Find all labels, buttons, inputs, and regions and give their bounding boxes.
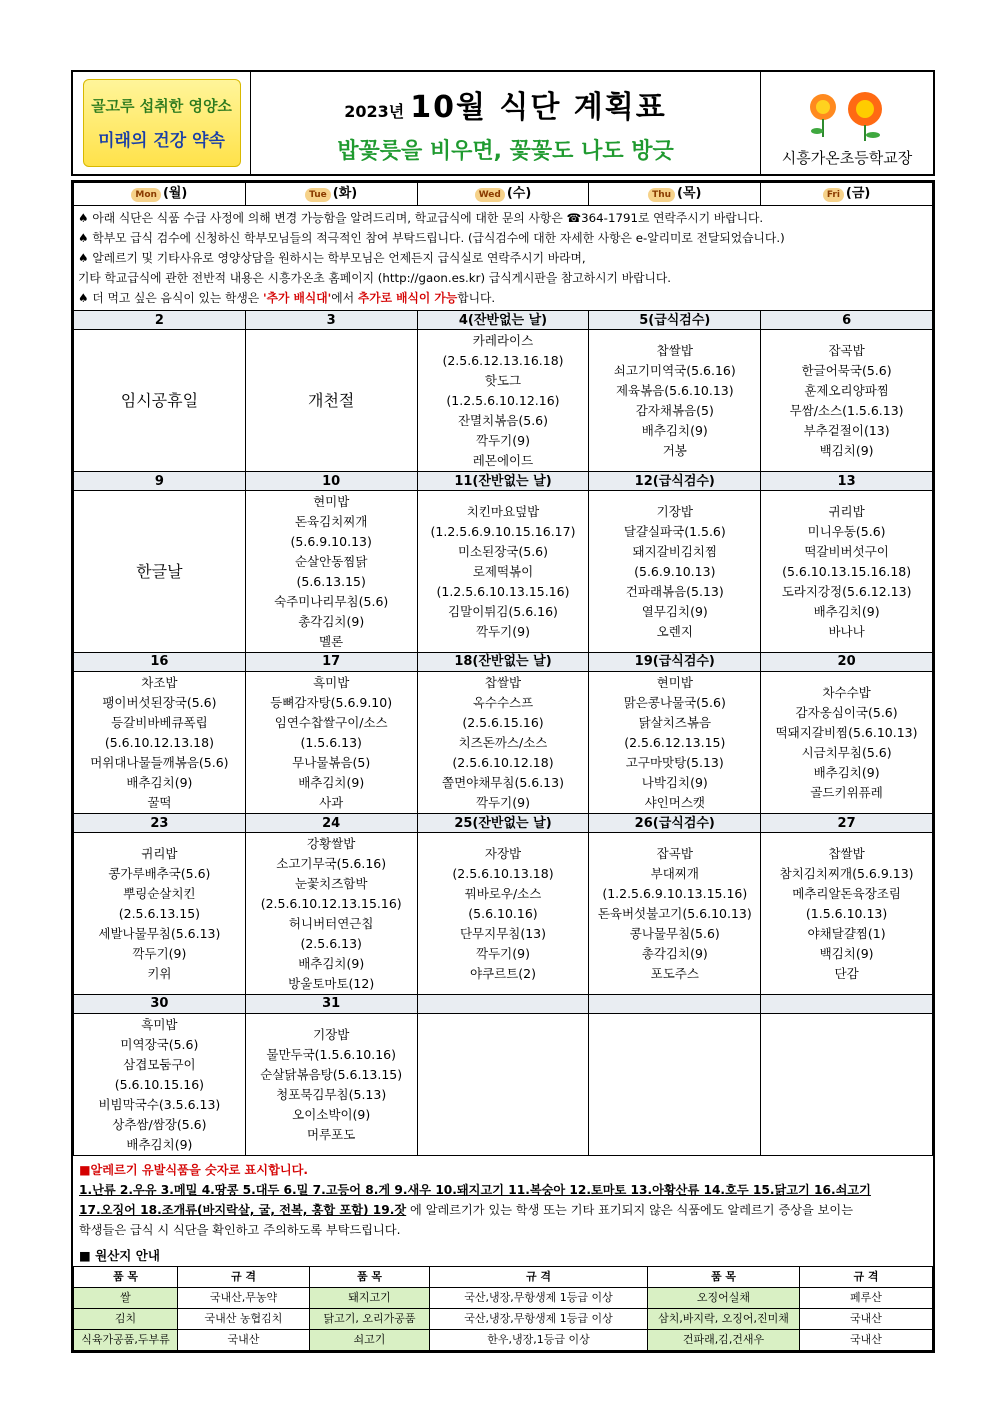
menu-item: (2.5.6.13) (300, 935, 362, 951)
origin-item: 식육가공품,두부류 (74, 1330, 178, 1351)
menu-item: 기장밥 (656, 503, 693, 519)
origin-spec: 한우,냉장,1등급 이상 (430, 1330, 648, 1351)
weekday-thu: Thu (목) (589, 183, 761, 206)
notice-4: 기타 학교급식에 관한 전반적 내용은 시흥가온초 홈페이지 (http://gaon.es.kr) 급식게시판을 참고하시기 바랍니다. (78, 271, 672, 285)
menu-item: 감자옹심이국(5.6) (795, 704, 898, 720)
menu-item: (2.5.6.13.15) (118, 905, 201, 921)
menu-item: 한글날 (136, 561, 183, 581)
allergy-list-3: 학생들은 급식 시 식단을 확인하고 주의하도록 부탁드립니다. (79, 1223, 401, 1238)
menu-item: (2.5.6.10.12.13.15.16) (260, 895, 402, 911)
menu-item: 오이소박이(9) (292, 1106, 371, 1122)
origin-spec: 국산,냉장,무항생제 1등급 이상 (430, 1288, 648, 1309)
menu-cell (74, 491, 246, 653)
menu-item: 기장밥 (313, 1026, 350, 1042)
menu-item: 꿀떡 (147, 794, 172, 810)
menu-item: (2.5.6.10.12.18) (452, 754, 554, 770)
date-row (74, 311, 933, 330)
menu-item: (5.6.10.16) (468, 905, 538, 921)
menu-item: 허니버터연근칩 (288, 915, 374, 931)
menu-cell (417, 671, 589, 813)
origin-item: 닭고기, 오리가공품 (310, 1309, 430, 1330)
date-cell: 25(잔반없는 날) (417, 814, 589, 833)
menu-item: 팽이버섯된장국(5.6) (102, 694, 217, 710)
menu-item: 찹쌀밥 (656, 342, 693, 358)
menu-item: 샤인머스캣 (644, 794, 705, 810)
menu-item: 현미밥 (656, 674, 693, 690)
menu-item: 백김치(9) (819, 945, 874, 961)
menu-cell (761, 1013, 933, 1155)
menu-item: 등뼈감자탕(5.6.9.10) (270, 694, 393, 710)
school-panel (761, 72, 933, 174)
menu-row (74, 330, 933, 472)
origin-row (74, 1288, 933, 1309)
menu-cell (589, 833, 761, 995)
menu-cell (245, 671, 417, 813)
menu-item: 돈육버섯불고기(5.6.10.13) (597, 905, 752, 921)
menu-item: 돈육김치찌개 (294, 513, 368, 529)
date-cell (761, 994, 933, 1013)
menu-item: 치즈돈까스/소스 (458, 734, 548, 750)
menu-cell (245, 1013, 417, 1155)
weekday-mon: Mon (월) (74, 183, 246, 206)
date-row (74, 472, 933, 491)
menu-item: 배추김치(9) (298, 955, 365, 971)
menu-page (71, 70, 935, 1353)
menu-item: 포도주스 (650, 965, 699, 981)
menu-item: 순살안동찜닭 (294, 553, 368, 569)
subtitle: 밥꽃릇을 비우면, 꽃꽃도 나도 방긋 (337, 138, 674, 164)
menu-item: 꿔바로우/소스 (464, 885, 542, 901)
menu-cell (417, 1013, 589, 1155)
menu-row (74, 671, 933, 813)
menu-item: 깍두기(9) (476, 432, 530, 448)
menu-item: 배추김치(9) (813, 764, 880, 780)
menu-cell (417, 833, 589, 995)
menu-item: 카레라이스 (472, 332, 534, 348)
menu-item: 메추리알돈육장조림 (792, 885, 901, 901)
origin-header: 규 격 (178, 1267, 310, 1288)
menu-item: 순살닭볶음탕(5.6.13.15) (260, 1066, 403, 1082)
menu-item: 쫄면야채무침(5.6.13) (442, 774, 564, 790)
slogan-line2: 미래의 건강 약속 (98, 131, 225, 151)
menu-item: 떡갈비버섯구이 (804, 543, 889, 559)
date-cell: 10 (245, 472, 417, 491)
date-row (74, 652, 933, 671)
menu-item: (2.5.6.12.13.15) (624, 734, 726, 750)
menu-item: 머위대나물들깨볶음(5.6) (90, 754, 229, 770)
origin-item: 돼지고기 (310, 1288, 430, 1309)
date-cell: 11(잔반없는 날) (417, 472, 589, 491)
menu-item: 임시공휴일 (120, 390, 199, 410)
menu-item: 현미밥 (313, 493, 350, 509)
allergy-list-2: 17.오징어 18.조개류(바지락살, 굴, 전복, 홍합 포함) 19.잣 에 알레르기가 있는 학생 또는 기타 표기되지 않은 식품에도 알레르기 증상을 보이는 (79, 1203, 853, 1218)
menu-cell (761, 330, 933, 472)
menu-item: 감자채볶음(5) (635, 402, 714, 418)
menu-cell (245, 833, 417, 995)
date-cell: 5(급식검수) (589, 311, 761, 330)
menu-item: 숙주미나리무침(5.6) (274, 593, 389, 609)
menu-item: (1.2.5.6.10.13.15.16) (436, 583, 570, 599)
menu-item: (5.6.10.12.13.18) (104, 734, 214, 750)
menu-item: 콩나물무침(5.6) (629, 925, 720, 941)
menu-weeks (74, 311, 933, 1156)
menu-item: (1.5.6.13) (300, 734, 362, 750)
menu-item: 미니우동(5.6) (807, 523, 886, 539)
menu-item: 총각김치(9) (641, 945, 708, 961)
menu-item: 도라지강정(5.6.12.13) (781, 583, 912, 599)
origin-header: 품 목 (648, 1267, 800, 1288)
date-cell: 20 (761, 652, 933, 671)
date-cell: 6 (761, 311, 933, 330)
date-cell: 17 (245, 652, 417, 671)
date-cell: 30 (74, 994, 246, 1013)
origin-spec: 페루산 (800, 1288, 933, 1309)
origin-item: 오징어실채 (648, 1288, 800, 1309)
menu-item: 배추김치(9) (813, 603, 880, 619)
header (71, 70, 935, 176)
menu-item: 흑미밥 (313, 674, 350, 690)
menu-item: 부대찌개 (650, 865, 699, 881)
menu-item: 방울토마토(12) (288, 975, 375, 991)
menu-item: 뿌링순살치킨 (123, 885, 196, 901)
date-cell: 2 (74, 311, 246, 330)
allergy-note (73, 1156, 933, 1244)
menu-item: 바나나 (828, 623, 865, 639)
menu-item: 단무지무침(13) (459, 925, 547, 941)
date-cell: 27 (761, 814, 933, 833)
menu-item: 깍두기(9) (132, 945, 187, 961)
notice-5: ♠ 더 먹고 싶은 음식이 있는 학생은 '추가 배식대'에서 추가로 배식이 가능합니다. (78, 291, 496, 305)
menu-item: 차조밥 (141, 674, 178, 690)
flower-icon (797, 87, 897, 143)
menu-item: (5.6.9.10.13) (290, 533, 372, 549)
menu-item: 한글어묵국(5.6) (801, 362, 892, 378)
weekday-wed: Wed (수) (417, 183, 589, 206)
origin-row (74, 1330, 933, 1351)
slogan-line1: 골고루 섭취한 영양소 (91, 97, 232, 115)
menu-item: 키위 (147, 965, 172, 981)
menu-item: 등갈비바베큐폭립 (111, 714, 208, 730)
origin-item: 건파래,김,건새우 (648, 1330, 800, 1351)
menu-item: 부추겉절이(13) (803, 422, 890, 438)
notice-1: ♠ 아래 식단은 식품 수급 사정에 의해 변경 가능함을 알려드리며, 학교급식에 대한 문의 사항은 ☎364-1791로 연락주시기 바랍니다. (78, 211, 764, 225)
menu-item: 귀리밥 (828, 503, 865, 519)
title-panel (251, 72, 761, 174)
menu-item: 핫도그 (484, 372, 522, 388)
origin-item: 김치 (74, 1309, 178, 1330)
date-row (74, 814, 933, 833)
menu-item: (1.2.5.6.10.12.16) (446, 392, 560, 408)
date-cell: 4(잔반없는 날) (417, 311, 589, 330)
origin-spec: 국내산 (178, 1330, 310, 1351)
menu-table (71, 180, 935, 1353)
menu-item: 사과 (319, 794, 344, 810)
origin-item: 쇠고기 (310, 1330, 430, 1351)
date-row (74, 994, 933, 1013)
menu-item: 콩가루배추국(5.6) (108, 865, 211, 881)
menu-item: 자장밥 (484, 845, 522, 861)
notice-3: ♠ 알레르기 및 기타사유로 영양상담을 원하시는 학부모님은 언제든지 급식실로 연락주시기 바라며, (78, 251, 586, 265)
year: 2023년 (344, 101, 405, 121)
menu-item: 깍두기(9) (476, 945, 530, 961)
origin-header: 품 목 (74, 1267, 178, 1288)
date-cell: 13 (761, 472, 933, 491)
menu-item: 거봉 (662, 442, 687, 458)
menu-item: 깍두기(9) (476, 794, 530, 810)
menu-item: 삼겹모둠구이 (123, 1056, 196, 1072)
menu-item: 임연수찹쌀구이/소스 (274, 714, 388, 730)
menu-item: 잔멸치볶음(5.6) (457, 412, 548, 428)
origin-header-row (74, 1267, 933, 1288)
menu-item: 치킨마요덮밥 (466, 503, 540, 519)
menu-item: (1.2.5.6.9.10.15.16.17) (430, 523, 576, 539)
menu-cell (761, 671, 933, 813)
origin-spec: 국내산,무농약 (178, 1288, 310, 1309)
origin-header: 품 목 (310, 1267, 430, 1288)
menu-item: (1.2.5.6.9.10.13.15.16) (602, 885, 748, 901)
menu-item: 오렌지 (656, 623, 693, 639)
menu-cell (74, 1013, 246, 1155)
menu-item: 맑은콩나물국(5.6) (623, 694, 726, 710)
menu-item: 김말이튀김(5.6.16) (448, 603, 558, 619)
menu-cell (589, 671, 761, 813)
menu-item: 무쌈/소스(1.5.6.13) (789, 402, 904, 418)
menu-item: 상추쌈/쌈장(5.6) (112, 1116, 207, 1132)
date-cell: 26(급식검수) (589, 814, 761, 833)
menu-item: 배추김치(9) (126, 1136, 193, 1152)
menu-item: 청포묵김무침(5.13) (276, 1086, 387, 1102)
menu-item: 시금치무침(5.6) (801, 744, 892, 760)
menu-item: 야채달걀찜(1) (807, 925, 886, 941)
menu-item: 훈제오리양파찜 (804, 382, 889, 398)
origin-item: 쌀 (74, 1288, 178, 1309)
menu-item: 잡곡밥 (656, 845, 693, 861)
menu-cell (761, 833, 933, 995)
menu-cell (245, 330, 417, 472)
origin-table (73, 1266, 933, 1351)
allergy-heading: ■알레르기 유발식품을 숫자로 표시합니다. (79, 1163, 309, 1178)
menu-cell (417, 491, 589, 653)
date-cell (589, 994, 761, 1013)
notice-2: ♠ 학부모 급식 검수에 신청하신 학부모님들의 적극적인 참여 부탁드립니다. (급식검수에 대한 자세한 사항은 e-알리미로 전달되었습니다.) (78, 231, 785, 245)
menu-cell (74, 671, 246, 813)
date-cell: 12(급식검수) (589, 472, 761, 491)
date-cell: 9 (74, 472, 246, 491)
menu-cell (74, 330, 246, 472)
menu-item: 흑미밥 (141, 1016, 178, 1032)
page-title: 10월 식단 계획표 (410, 89, 667, 125)
notice-row (74, 206, 933, 311)
menu-item: 배추김치(9) (126, 774, 193, 790)
date-cell (417, 994, 589, 1013)
menu-item: 나박김치(9) (641, 774, 708, 790)
menu-row (74, 833, 933, 995)
menu-item: 골드키위퓨레 (810, 784, 883, 800)
menu-item: 고구마맛탕(5.13) (625, 754, 724, 770)
menu-row (74, 1013, 933, 1155)
menu-item: 달걀실파국(1.5.6) (623, 523, 726, 539)
menu-cell (589, 330, 761, 472)
menu-item: 닭살치즈볶음 (638, 714, 712, 730)
origin-item: 삼치,바지락, 오징어,진미채 (648, 1309, 800, 1330)
menu-item: 물만두국(1.5.6.10.16) (266, 1046, 396, 1062)
menu-item: 개천절 (308, 390, 355, 410)
allergy-list-1: 1.난류 2.우유 3.메밀 4.땅콩 5.대두 6.밀 7.고등어 8.게 9.새우 10.돼지고기 11.복숭아 12.토마토 13.아황산류 14.호두 15.닭고기 16.쇠고기 (79, 1183, 871, 1198)
menu-item: 미역장국(5.6) (120, 1036, 199, 1052)
menu-item: 찹쌀밥 (828, 845, 865, 861)
menu-item: 멜론 (319, 633, 344, 649)
menu-item: 차수수밥 (822, 684, 871, 700)
menu-item: (1.5.6.10.13) (805, 905, 888, 921)
menu-item: 귀리밥 (141, 845, 178, 861)
menu-item: 백김치(9) (819, 442, 874, 458)
menu-item: (2.5.6.12.13.16.18) (442, 352, 564, 368)
weekday-tue: Tue (화) (245, 183, 417, 206)
menu-item: 강황쌀밥 (307, 835, 356, 851)
menu-item: (2.5.6.15.16) (462, 714, 544, 730)
menu-item: 떡돼지갈비찜(5.6.10.13) (775, 724, 918, 740)
menu-item: 옥수수스프 (472, 694, 534, 710)
menu-cell (589, 1013, 761, 1155)
date-cell: 18(잔반없는 날) (417, 652, 589, 671)
origin-header: 규 격 (430, 1267, 648, 1288)
date-cell: 3 (245, 311, 417, 330)
date-cell: 23 (74, 814, 246, 833)
slogan-panel (73, 72, 251, 174)
menu-cell (74, 833, 246, 995)
origin-spec: 국산,냉장,무항생제 1등급 이상 (430, 1309, 648, 1330)
menu-item: 배추김치(9) (298, 774, 365, 790)
menu-item: 단감 (834, 965, 859, 981)
menu-item: (5.6.10.15.16) (114, 1076, 205, 1092)
menu-cell (245, 491, 417, 653)
menu-item: 머루포도 (307, 1126, 356, 1142)
menu-item: 건파래볶음(5.13) (625, 583, 724, 599)
origin-spec: 국내산 (800, 1330, 933, 1351)
menu-item: 열무김치(9) (641, 603, 708, 619)
menu-item: (2.5.6.10.13.18) (452, 865, 554, 881)
menu-item: 무나물볶음(5) (292, 754, 371, 770)
menu-item: 쇠고기미역국(5.6.16) (613, 362, 736, 378)
origin-row (74, 1309, 933, 1330)
menu-item: 야쿠르트(2) (469, 965, 536, 981)
menu-item: 참치김치찌개(5.6.9.13) (779, 865, 914, 881)
origin-header: 규 격 (800, 1267, 933, 1288)
menu-item: 세발나물무침(5.6.13) (98, 925, 221, 941)
origin-spec: 국내산 (800, 1309, 933, 1330)
menu-item: 미소된장국(5.6) (457, 543, 548, 559)
menu-item: (5.6.9.10.13) (634, 563, 716, 579)
menu-cell (589, 491, 761, 653)
menu-cell (761, 491, 933, 653)
menu-item: 총각김치(9) (298, 613, 365, 629)
date-cell: 31 (245, 994, 417, 1013)
date-cell: 24 (245, 814, 417, 833)
weekday-header (74, 183, 933, 206)
slogan-badge (83, 79, 241, 167)
menu-item: 레몬에이드 (472, 452, 534, 468)
origin-title: ■ 원산지 안내 (79, 1248, 160, 1264)
menu-item: (5.6.10.13.15.16.18) (782, 563, 912, 579)
weekday-fri: Fri (금) (761, 183, 933, 206)
menu-item: 돼지갈비김치찜 (632, 543, 718, 559)
origin-spec: 국내산 농협김치 (178, 1309, 310, 1330)
date-cell: 16 (74, 652, 246, 671)
menu-item: (5.6.13.15) (296, 573, 366, 589)
menu-item: 비빔막국수(3.5.6.13) (98, 1096, 221, 1112)
menu-item: 배추김치(9) (641, 422, 708, 438)
menu-row (74, 491, 933, 653)
menu-item: 눈꽃치즈함박 (294, 875, 368, 891)
menu-item: 잡곡밥 (828, 342, 865, 358)
school-name: 시흥가온초등학교장 (781, 149, 913, 167)
date-cell: 19(급식검수) (589, 652, 761, 671)
menu-item: 로제떡볶이 (472, 563, 534, 579)
menu-item: 찹쌀밥 (484, 674, 522, 690)
menu-cell (417, 330, 589, 472)
menu-item: 소고기무국(5.6.16) (276, 855, 387, 871)
menu-item: 깍두기(9) (476, 623, 530, 639)
menu-item: 제육볶음(5.6.10.13) (615, 382, 734, 398)
